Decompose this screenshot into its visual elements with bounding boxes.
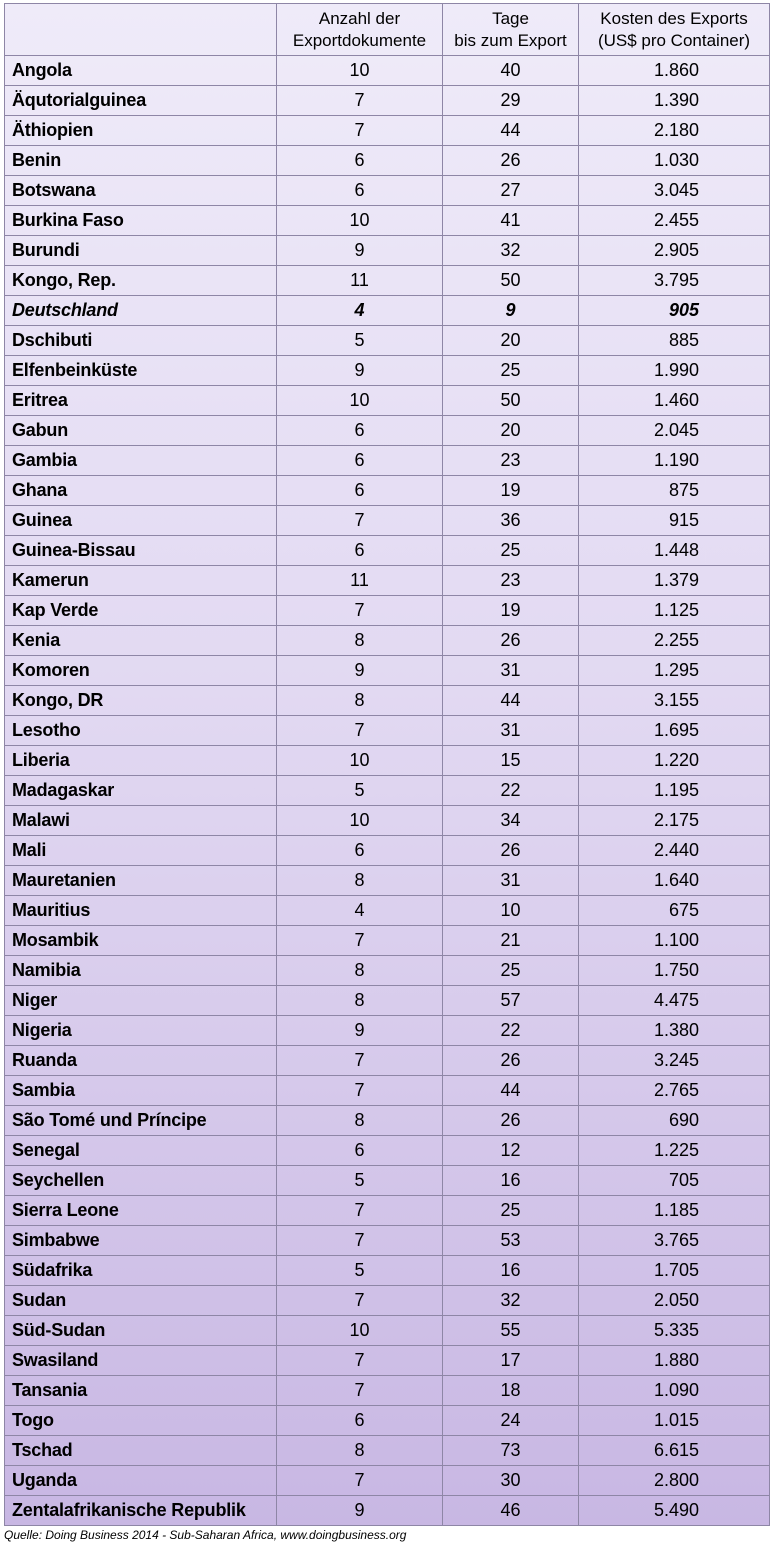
days-cell: 25	[443, 1196, 579, 1226]
days-cell: 40	[443, 56, 579, 86]
table-row	[5, 416, 770, 446]
table-row	[5, 176, 770, 206]
country-cell: Liberia	[5, 746, 277, 776]
country-cell: Sierra Leone	[5, 1196, 277, 1226]
docs-cell: 6	[277, 536, 443, 566]
country-cell: Tschad	[5, 1436, 277, 1466]
country-cell: Simbabwe	[5, 1226, 277, 1256]
docs-cell: 6	[277, 1136, 443, 1166]
table-row	[5, 506, 770, 536]
docs-cell: 7	[277, 116, 443, 146]
country-cell: Ruanda	[5, 1046, 277, 1076]
header-country	[5, 4, 277, 56]
docs-cell: 7	[277, 716, 443, 746]
table-row	[5, 1046, 770, 1076]
country-cell: São Tomé und Príncipe	[5, 1106, 277, 1136]
table-row	[5, 836, 770, 866]
docs-cell: 7	[277, 86, 443, 116]
table-row	[5, 956, 770, 986]
table-row	[5, 716, 770, 746]
table-row	[5, 1226, 770, 1256]
table-row	[5, 326, 770, 356]
days-cell: 31	[443, 866, 579, 896]
days-cell: 26	[443, 146, 579, 176]
docs-cell: 8	[277, 626, 443, 656]
docs-cell: 6	[277, 476, 443, 506]
docs-cell: 6	[277, 146, 443, 176]
country-cell: Sudan	[5, 1286, 277, 1316]
country-cell: Seychellen	[5, 1166, 277, 1196]
country-cell: Südafrika	[5, 1256, 277, 1286]
country-cell: Kamerun	[5, 566, 277, 596]
cost-cell: 1.190	[579, 446, 770, 476]
days-cell: 73	[443, 1436, 579, 1466]
export-data-table	[4, 3, 770, 1526]
country-cell: Madagaskar	[5, 776, 277, 806]
cost-cell: 1.295	[579, 656, 770, 686]
country-cell: Mauritius	[5, 896, 277, 926]
docs-cell: 8	[277, 1106, 443, 1136]
days-cell: 32	[443, 1286, 579, 1316]
docs-cell: 9	[277, 236, 443, 266]
cost-cell: 3.045	[579, 176, 770, 206]
country-cell: Äthiopien	[5, 116, 277, 146]
table-row	[5, 536, 770, 566]
table-row	[5, 596, 770, 626]
docs-cell: 7	[277, 1376, 443, 1406]
header-export-documents	[277, 4, 443, 56]
table-row	[5, 446, 770, 476]
docs-cell: 10	[277, 206, 443, 236]
table-row	[5, 1466, 770, 1496]
header-docs-line2: Exportdokumente	[292, 30, 427, 50]
cost-cell: 2.175	[579, 806, 770, 836]
days-cell: 19	[443, 596, 579, 626]
table-row	[5, 626, 770, 656]
header-export-cost	[579, 4, 770, 56]
docs-cell: 7	[277, 506, 443, 536]
country-cell: Dschibuti	[5, 326, 277, 356]
docs-cell: 9	[277, 1496, 443, 1526]
cost-cell: 1.750	[579, 956, 770, 986]
cost-cell: 5.335	[579, 1316, 770, 1346]
table-body	[5, 56, 770, 1526]
docs-cell: 8	[277, 866, 443, 896]
table-header-row	[5, 4, 770, 56]
export-data-table-container	[4, 3, 769, 1526]
country-cell: Benin	[5, 146, 277, 176]
cost-cell: 1.390	[579, 86, 770, 116]
days-cell: 44	[443, 1076, 579, 1106]
table-row	[5, 386, 770, 416]
days-cell: 57	[443, 986, 579, 1016]
country-cell: Kenia	[5, 626, 277, 656]
days-cell: 29	[443, 86, 579, 116]
header-cost-line2: (US$ pro Container)	[597, 30, 751, 50]
days-cell: 44	[443, 116, 579, 146]
table-row	[5, 296, 770, 326]
cost-cell: 1.195	[579, 776, 770, 806]
country-cell: Deutschland	[5, 296, 277, 326]
cost-cell: 2.905	[579, 236, 770, 266]
docs-cell: 7	[277, 1196, 443, 1226]
country-cell: Angola	[5, 56, 277, 86]
table-row	[5, 1076, 770, 1106]
country-cell: Swasiland	[5, 1346, 277, 1376]
days-cell: 10	[443, 896, 579, 926]
cost-cell: 1.990	[579, 356, 770, 386]
header-docs-line1: Anzahl der	[318, 8, 401, 28]
docs-cell: 5	[277, 1166, 443, 1196]
country-cell: Süd-Sudan	[5, 1316, 277, 1346]
cost-cell: 1.860	[579, 56, 770, 86]
days-cell: 25	[443, 956, 579, 986]
country-cell: Uganda	[5, 1466, 277, 1496]
cost-cell: 1.125	[579, 596, 770, 626]
days-cell: 15	[443, 746, 579, 776]
table-row	[5, 1406, 770, 1436]
table-row	[5, 356, 770, 386]
country-cell: Guinea-Bissau	[5, 536, 277, 566]
docs-cell: 10	[277, 1316, 443, 1346]
cost-cell: 690	[579, 1106, 770, 1136]
cost-cell: 1.448	[579, 536, 770, 566]
country-cell: Gambia	[5, 446, 277, 476]
cost-cell: 875	[579, 476, 770, 506]
country-cell: Burkina Faso	[5, 206, 277, 236]
docs-cell: 6	[277, 836, 443, 866]
table-row	[5, 1376, 770, 1406]
table-row	[5, 56, 770, 86]
docs-cell: 6	[277, 176, 443, 206]
docs-cell: 6	[277, 416, 443, 446]
table-row	[5, 116, 770, 146]
days-cell: 50	[443, 386, 579, 416]
days-cell: 30	[443, 1466, 579, 1496]
days-cell: 22	[443, 776, 579, 806]
days-cell: 34	[443, 806, 579, 836]
docs-cell: 4	[277, 896, 443, 926]
table-row	[5, 1106, 770, 1136]
cost-cell: 2.800	[579, 1466, 770, 1496]
table-row	[5, 86, 770, 116]
docs-cell: 6	[277, 446, 443, 476]
cost-cell: 2.765	[579, 1076, 770, 1106]
table-row	[5, 476, 770, 506]
docs-cell: 9	[277, 356, 443, 386]
cost-cell: 2.045	[579, 416, 770, 446]
table-row	[5, 146, 770, 176]
days-cell: 27	[443, 176, 579, 206]
table-row	[5, 1196, 770, 1226]
days-cell: 18	[443, 1376, 579, 1406]
cost-cell: 2.255	[579, 626, 770, 656]
country-cell: Kap Verde	[5, 596, 277, 626]
docs-cell: 10	[277, 386, 443, 416]
cost-cell: 1.015	[579, 1406, 770, 1436]
days-cell: 55	[443, 1316, 579, 1346]
header-days-to-export	[443, 4, 579, 56]
days-cell: 22	[443, 1016, 579, 1046]
country-cell: Guinea	[5, 506, 277, 536]
docs-cell: 7	[277, 1346, 443, 1376]
days-cell: 24	[443, 1406, 579, 1436]
country-cell: Togo	[5, 1406, 277, 1436]
table-row	[5, 1436, 770, 1466]
docs-cell: 7	[277, 596, 443, 626]
cost-cell: 2.455	[579, 206, 770, 236]
table-row	[5, 1166, 770, 1196]
cost-cell: 3.795	[579, 266, 770, 296]
cost-cell: 675	[579, 896, 770, 926]
days-cell: 12	[443, 1136, 579, 1166]
docs-cell: 11	[277, 566, 443, 596]
country-cell: Ghana	[5, 476, 277, 506]
docs-cell: 8	[277, 686, 443, 716]
docs-cell: 10	[277, 56, 443, 86]
days-cell: 19	[443, 476, 579, 506]
table-row	[5, 1256, 770, 1286]
docs-cell: 11	[277, 266, 443, 296]
country-cell: Mauretanien	[5, 866, 277, 896]
days-cell: 16	[443, 1256, 579, 1286]
cost-cell: 4.475	[579, 986, 770, 1016]
table-row	[5, 1016, 770, 1046]
country-cell: Niger	[5, 986, 277, 1016]
header-cost-line1: Kosten des Exports	[600, 8, 748, 28]
country-cell: Lesotho	[5, 716, 277, 746]
docs-cell: 7	[277, 1076, 443, 1106]
table-row	[5, 266, 770, 296]
days-cell: 26	[443, 836, 579, 866]
country-cell: Zentalafrikanische Republik	[5, 1496, 277, 1526]
docs-cell: 10	[277, 746, 443, 776]
days-cell: 41	[443, 206, 579, 236]
table-row	[5, 236, 770, 266]
country-cell: Nigeria	[5, 1016, 277, 1046]
table-row	[5, 1496, 770, 1526]
days-cell: 36	[443, 506, 579, 536]
cost-cell: 3.155	[579, 686, 770, 716]
table-row	[5, 776, 770, 806]
table-row	[5, 896, 770, 926]
docs-cell: 4	[277, 296, 443, 326]
days-cell: 20	[443, 416, 579, 446]
days-cell: 46	[443, 1496, 579, 1526]
country-cell: Gabun	[5, 416, 277, 446]
docs-cell: 9	[277, 656, 443, 686]
country-cell: Burundi	[5, 236, 277, 266]
cost-cell: 6.615	[579, 1436, 770, 1466]
table-row	[5, 1346, 770, 1376]
cost-cell: 915	[579, 506, 770, 536]
docs-cell: 5	[277, 1256, 443, 1286]
days-cell: 25	[443, 536, 579, 566]
table-row	[5, 926, 770, 956]
cost-cell: 1.460	[579, 386, 770, 416]
table-row	[5, 656, 770, 686]
docs-cell: 7	[277, 1286, 443, 1316]
docs-cell: 7	[277, 1046, 443, 1076]
country-cell: Äqutorialguinea	[5, 86, 277, 116]
table-row	[5, 1136, 770, 1166]
source-note: Quelle: Doing Business 2014 - Sub-Saharan Africa, www.doingbusiness.org	[4, 1528, 407, 1542]
days-cell: 23	[443, 446, 579, 476]
cost-cell: 1.695	[579, 716, 770, 746]
days-cell: 32	[443, 236, 579, 266]
cost-cell: 1.185	[579, 1196, 770, 1226]
country-cell: Botswana	[5, 176, 277, 206]
country-cell: Kongo, Rep.	[5, 266, 277, 296]
days-cell: 23	[443, 566, 579, 596]
docs-cell: 5	[277, 776, 443, 806]
country-cell: Namibia	[5, 956, 277, 986]
country-cell: Malawi	[5, 806, 277, 836]
docs-cell: 7	[277, 1226, 443, 1256]
cost-cell: 2.050	[579, 1286, 770, 1316]
table-row	[5, 206, 770, 236]
days-cell: 44	[443, 686, 579, 716]
days-cell: 26	[443, 1046, 579, 1076]
cost-cell: 1.225	[579, 1136, 770, 1166]
days-cell: 31	[443, 656, 579, 686]
docs-cell: 8	[277, 1436, 443, 1466]
header-days-line1: Tage	[492, 8, 529, 28]
cost-cell: 2.440	[579, 836, 770, 866]
header-days-line2: bis zum Export	[454, 30, 567, 50]
days-cell: 25	[443, 356, 579, 386]
country-cell: Mosambik	[5, 926, 277, 956]
cost-cell: 905	[579, 296, 770, 326]
days-cell: 17	[443, 1346, 579, 1376]
cost-cell: 1.220	[579, 746, 770, 776]
cost-cell: 1.100	[579, 926, 770, 956]
docs-cell: 8	[277, 956, 443, 986]
country-cell: Elfenbeinküste	[5, 356, 277, 386]
country-cell: Komoren	[5, 656, 277, 686]
country-cell: Eritrea	[5, 386, 277, 416]
days-cell: 21	[443, 926, 579, 956]
days-cell: 26	[443, 1106, 579, 1136]
days-cell: 20	[443, 326, 579, 356]
days-cell: 16	[443, 1166, 579, 1196]
country-cell: Kongo, DR	[5, 686, 277, 716]
days-cell: 26	[443, 626, 579, 656]
cost-cell: 2.180	[579, 116, 770, 146]
days-cell: 9	[443, 296, 579, 326]
cost-cell: 1.380	[579, 1016, 770, 1046]
cost-cell: 1.090	[579, 1376, 770, 1406]
cost-cell: 1.379	[579, 566, 770, 596]
table-row	[5, 746, 770, 776]
days-cell: 50	[443, 266, 579, 296]
table-row	[5, 986, 770, 1016]
country-cell: Sambia	[5, 1076, 277, 1106]
country-cell: Tansania	[5, 1376, 277, 1406]
docs-cell: 8	[277, 986, 443, 1016]
docs-cell: 9	[277, 1016, 443, 1046]
cost-cell: 1.705	[579, 1256, 770, 1286]
docs-cell: 6	[277, 1406, 443, 1436]
cost-cell: 705	[579, 1166, 770, 1196]
docs-cell: 10	[277, 806, 443, 836]
table-row	[5, 1316, 770, 1346]
cost-cell: 5.490	[579, 1496, 770, 1526]
country-cell: Senegal	[5, 1136, 277, 1166]
cost-cell: 1.030	[579, 146, 770, 176]
table-row	[5, 806, 770, 836]
cost-cell: 3.245	[579, 1046, 770, 1076]
days-cell: 53	[443, 1226, 579, 1256]
table-row	[5, 1286, 770, 1316]
days-cell: 31	[443, 716, 579, 746]
country-cell: Mali	[5, 836, 277, 866]
docs-cell: 5	[277, 326, 443, 356]
table-row	[5, 566, 770, 596]
cost-cell: 1.640	[579, 866, 770, 896]
table-row	[5, 686, 770, 716]
cost-cell: 3.765	[579, 1226, 770, 1256]
table-row	[5, 866, 770, 896]
docs-cell: 7	[277, 926, 443, 956]
cost-cell: 1.880	[579, 1346, 770, 1376]
cost-cell: 885	[579, 326, 770, 356]
docs-cell: 7	[277, 1466, 443, 1496]
